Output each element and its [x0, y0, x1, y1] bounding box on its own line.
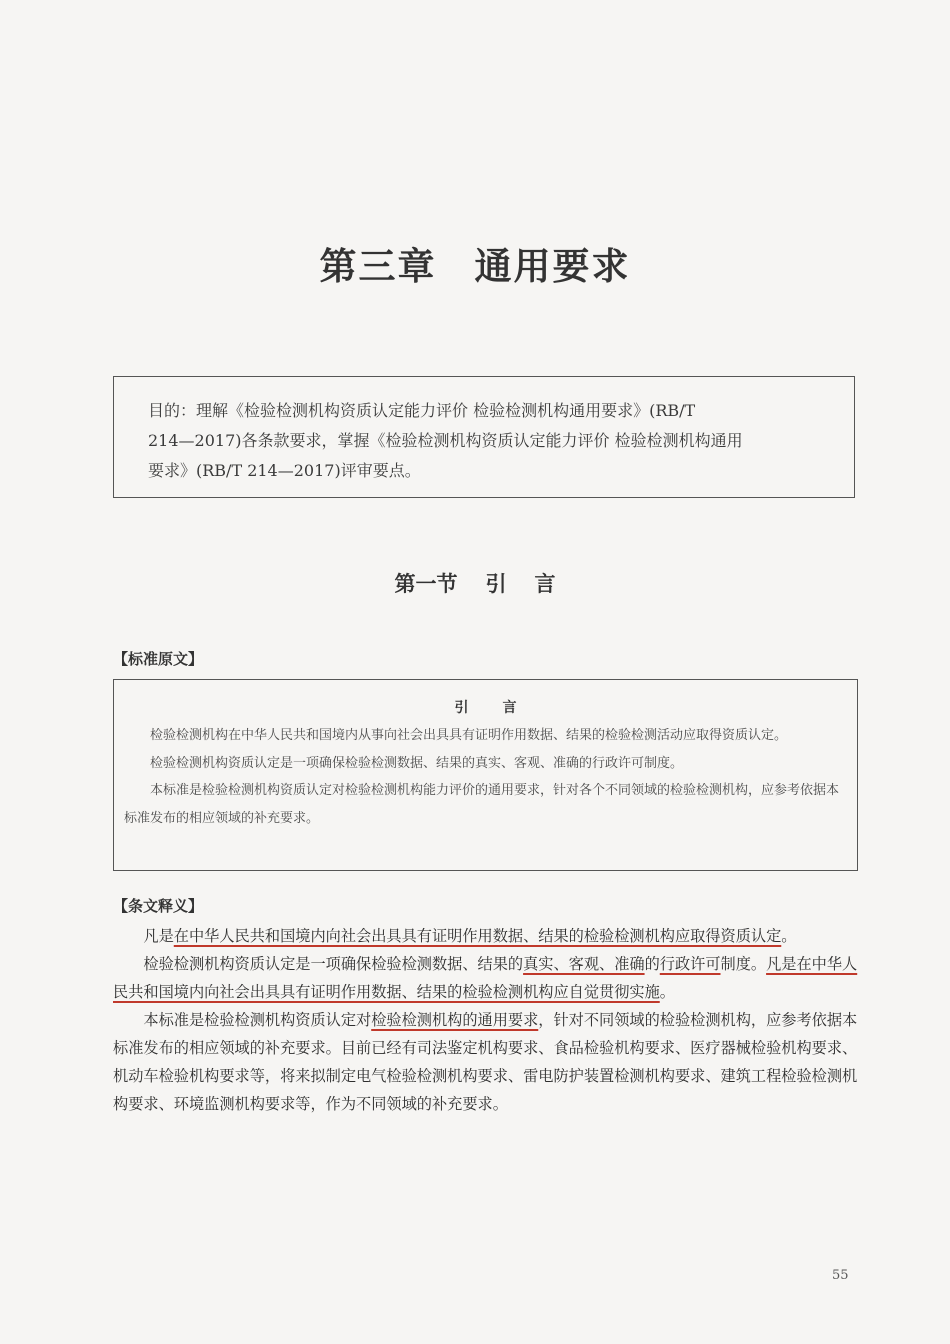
text-span: 的 [644, 955, 660, 973]
text-span: ，针对不同领域的检验检测机构，应参考依据本标准发布的相应领域的补充要求。目前已经有司法鉴定机构要求、食品检验机构要求、医疗器械检验机构要求、机动车检验机构要求等，将来拟制定电气检验检测机构要求、雷电防护装置检测机构要求、建筑工程检验检测机构要求、环境监测机构要求等，作为不同领域的补充要求。 [113, 1011, 858, 1113]
explanation-paragraph-3 [113, 1006, 858, 1118]
handwritten-underline: 在中华人民共和国境内向社会出具具有证明作用数据、结果的检验检测机构应取得资质认定 [173, 927, 782, 945]
section-name-char-2: 言 [534, 571, 556, 596]
text-span: 检验检测机构资质认定是一项确保检验检测数据、结果的 [143, 955, 524, 973]
handwritten-underline: 凡是在中华人民共和国境内向社会出具具有证明作用数据、结果的检验检测机构应自觉贯彻实施 [113, 955, 858, 1001]
standard-label: 【标准原文】 [113, 650, 204, 668]
chapter-number: 第三章 [319, 244, 437, 288]
section-number: 第一节 [394, 571, 458, 596]
text-span: 。 [659, 983, 675, 1001]
text-span: 本标准是检验检测机构资质认定对 [143, 1011, 372, 1029]
handwritten-underline: 真实、客观、准确 [523, 955, 645, 973]
purpose-line-1: 目的：理解《检验检测机构资质认定能力评价 检验检测机构通用要求》(RB/T [148, 401, 696, 420]
standard-paragraph-2: 检验检测机构资质认定是一项确保检验检测数据、结果的真实、客观、准确的行政许可制度。 [150, 755, 684, 771]
explanation-paragraph-2 [113, 950, 858, 1006]
standard-paragraph-3: 本标准是检验检测机构资质认定对检验检测机构能力评价的通用要求，针对各个不同领域的检验检测机构，应参考依据本标准发布的相应领域的补充要求。 [124, 783, 840, 826]
page-number: 55 [832, 1268, 849, 1283]
section-title [0, 568, 950, 598]
purpose-line-3: 要求》(RB/T 214—2017)评审要点。 [148, 461, 421, 480]
chapter-name: 通用要求 [474, 244, 631, 288]
standard-paragraph-1: 检验检测机构在中华人民共和国境内从事向社会出具具有证明作用数据、结果的检验检测活动应取得资质认定。 [150, 728, 788, 743]
explanation-text [113, 922, 858, 1118]
section-name-char-1: 引 [485, 571, 507, 596]
chapter-title [0, 236, 950, 290]
explanation-paragraph-1 [113, 922, 858, 950]
purpose-box [113, 376, 855, 498]
purpose-line-2: 214—2017)各条款要求，掌握《检验检测机构资质认定能力评价 检验检测机构通用 [148, 431, 743, 450]
text-span: 凡是 [143, 927, 174, 945]
handwritten-underline: 检验检测机构的通用要求 [371, 1011, 539, 1029]
text-span: 。 [781, 927, 797, 945]
standard-text-box [113, 679, 858, 871]
handwritten-underline: 行政许可 [659, 955, 721, 973]
text-span: 制度。 [720, 955, 767, 973]
explanation-label: 【条文释义】 [113, 897, 204, 915]
standard-box-title: 引言 [454, 700, 551, 716]
